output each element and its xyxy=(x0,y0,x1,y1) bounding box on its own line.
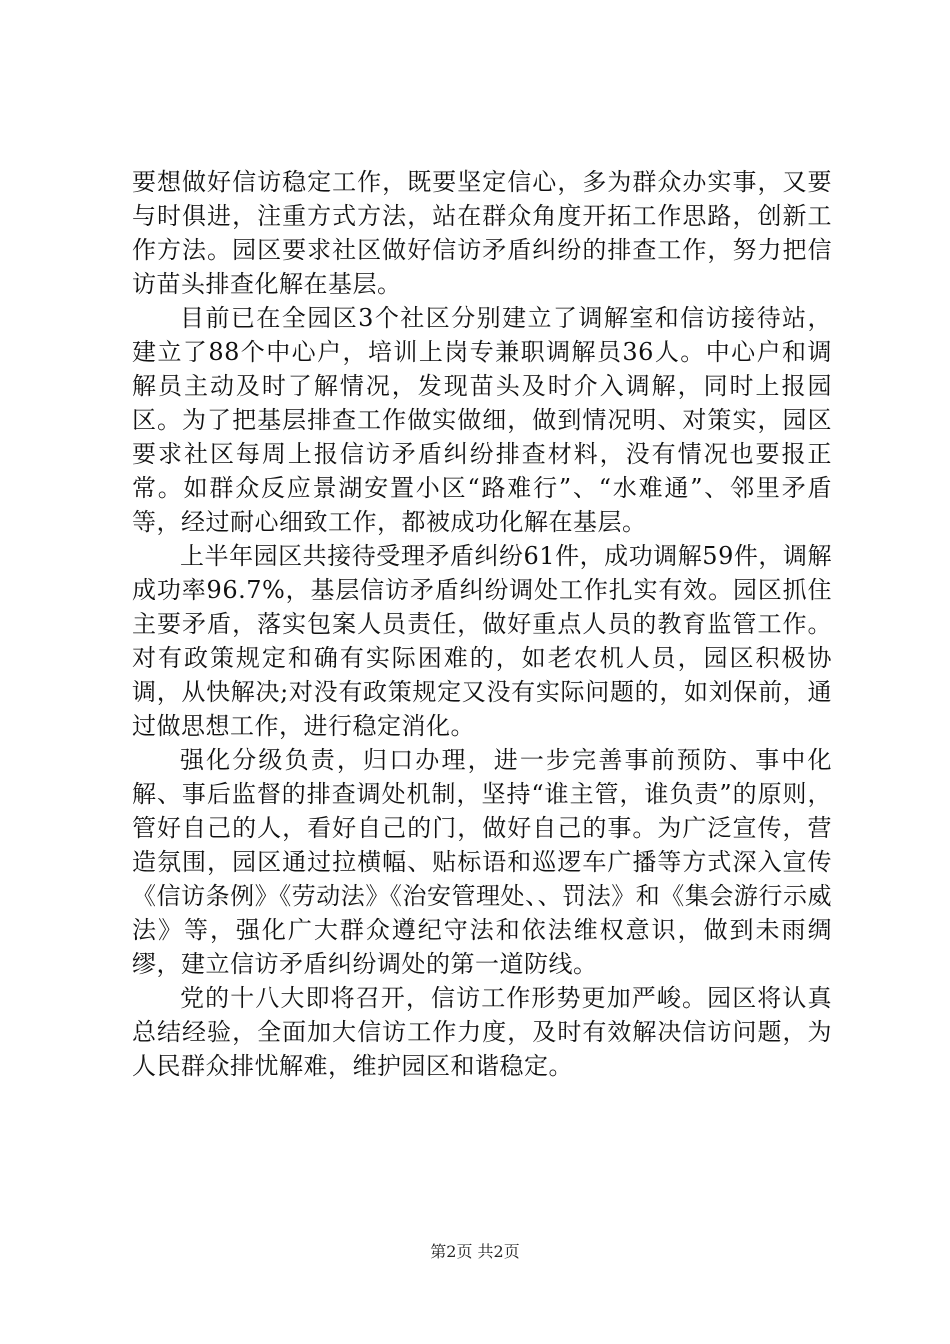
paragraph-continued: 要想做好信访稳定工作，既要坚定信心，多为群众办实事，又要与时俱进，注重方式方法，站在群众角度开拓工作思路，创新工作方法。园区要求社区做好信访矛盾纠纷的排查工作，努力把信访苗头排查化解在基层。 xyxy=(132,168,832,298)
paragraph-mediation-results: 上半年园区共接待受理矛盾纠纷61件，成功调解59件，调解成功率96.7%，基层信访矛盾纠纷调处工作扎实有效。园区抓住主要矛盾，落实包案人员责任，做好重点人员的教育监管工作。对有政策规定和确有实际困难的，如老农机人员，园区积极协调，从快解决;对没有政策规定又没有实际问题的，如刘保前，通过做思想工作，进行稳定消化。 xyxy=(132,542,832,740)
paragraph-conclusion: 党的十八大即将召开，信访工作形势更加严峻。园区将认真总结经验，全面加大信访工作力度，及时有效解决信访问题，为人民群众排忧解难，维护园区和谐稳定。 xyxy=(132,984,832,1080)
paragraph-responsibility: 强化分级负责，归口办理，进一步完善事前预防、事中化解、事后监督的排查调处机制，坚持“谁主管，谁负责”的原则，管好自己的人，看好自己的门，做好自己的事。为广泛宣传，营造氛围，园区通过拉横幅、贴标语和巡逻车广播等方式深入宣传《信访条例》《劳动法》《治安管理处、、罚法》和《集会游行示威法》等，强化广大群众遵纪守法和依法维权意识，做到未雨绸缪，建立信访矛盾纠纷调处的第一道防线。 xyxy=(132,746,832,978)
paragraph-mediation-network: 目前已在全园区3个社区分别建立了调解室和信访接待站，建立了88个中心户，培训上岗专兼职调解员36人。中心户和调解员主动及时了解情况，发现苗头及时介入调解，同时上报园区。为了把基层排查工作做实做细，做到情况明、对策实，园区要求社区每周上报信访矛盾纠纷排查材料，没有情况也要报正常。如群众反应景湖安置小区“路难行”、“水难通”、邻里矛盾等，经过耐心细致工作，都被成功化解在基层。 xyxy=(132,304,832,536)
document-body xyxy=(132,165,832,1083)
page-number-footer: 第2页 共2页 xyxy=(430,1242,520,1261)
